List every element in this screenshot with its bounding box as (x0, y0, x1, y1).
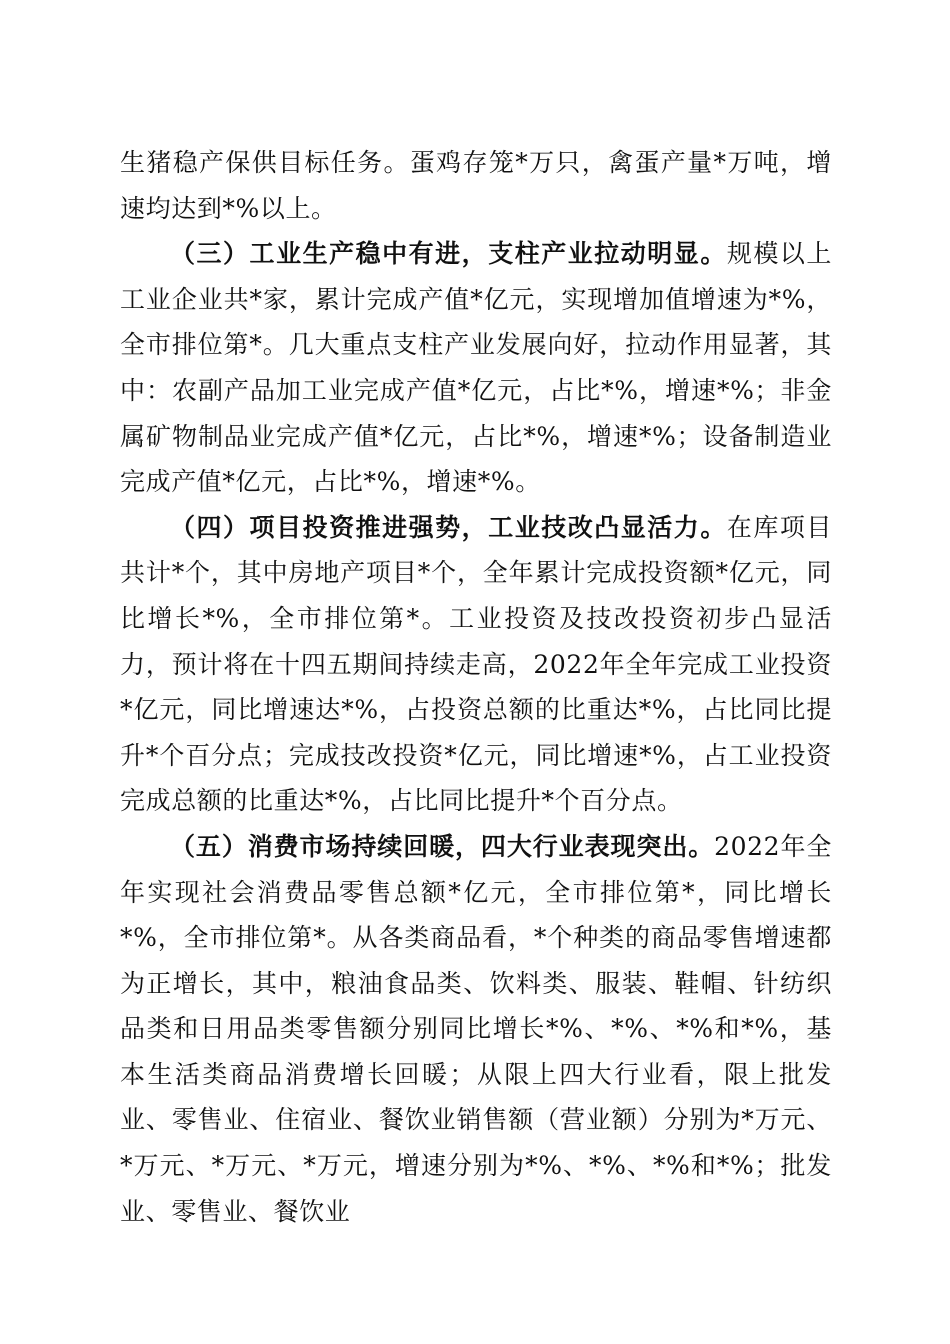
paragraph-body: 生猪稳产保供目标任务。蛋鸡存笼*万只，禽蛋产量*万吨，增速均达到*%以上。 (120, 148, 832, 223)
paragraph-industry (120, 231, 832, 505)
paragraph-consumption (120, 824, 832, 1234)
document-page (120, 140, 832, 1234)
paragraph-continuation (120, 140, 832, 231)
paragraph-investment (120, 505, 832, 824)
paragraph-body: 规模以上工业企业共*家，累计完成产值*亿元，实现增加值增速为*%，全市排位第*。几大重点支柱产业发展向好，拉动作用显著，其中：农副产品加工业完成产值*亿元，占比*%，增速*%；非金属矿物制品业完成产值*亿元，占比*%，增速*%；设备制造业完成产值*亿元，占比*%，增速*%。 (120, 239, 832, 497)
section-heading-four: （四）项目投资推进强势，工业技改凸显活力。 (170, 512, 727, 542)
paragraph-body: 在库项目共计*个，其中房地产项目*个，全年累计完成投资额*亿元，同比增长*%，全市排位第*。工业投资及技改投资初步凸显活力，预计将在十四五期间持续走高，2022年全年完成工业投资*亿元，同比增速达*%，占投资总额的比重达*%，占比同比提升*个百分点；完成技改投资*亿元，同比增速*%，占工业投资完成总额的比重达*%，占比同比提升*个百分点。 (120, 512, 832, 816)
section-heading-three: （三）工业生产稳中有进，支柱产业拉动明显。 (170, 239, 727, 269)
section-heading-five: （五）消费市场持续回暖，四大行业表现突出。 (170, 831, 715, 861)
paragraph-body: 2022年全年实现社会消费品零售总额*亿元，全市排位第*，同比增长*%，全市排位第*。从各类商品看，*个种类的商品零售增速都为正增长，其中，粮油食品类、饮料类、服装、鞋帽、针纺织品类和日用品类零售额分别同比增长*%、*%、*%和*%，基本生活类商品消费增长回暖；从限上四大行业看，限上批发业、零售业、住宿业、餐饮业销售额（营业额）分别为*万元、*万元、*万元、*万元，增速分别为*%、*%、*%和*%；批发业、零售业、餐饮业 (120, 831, 832, 1226)
